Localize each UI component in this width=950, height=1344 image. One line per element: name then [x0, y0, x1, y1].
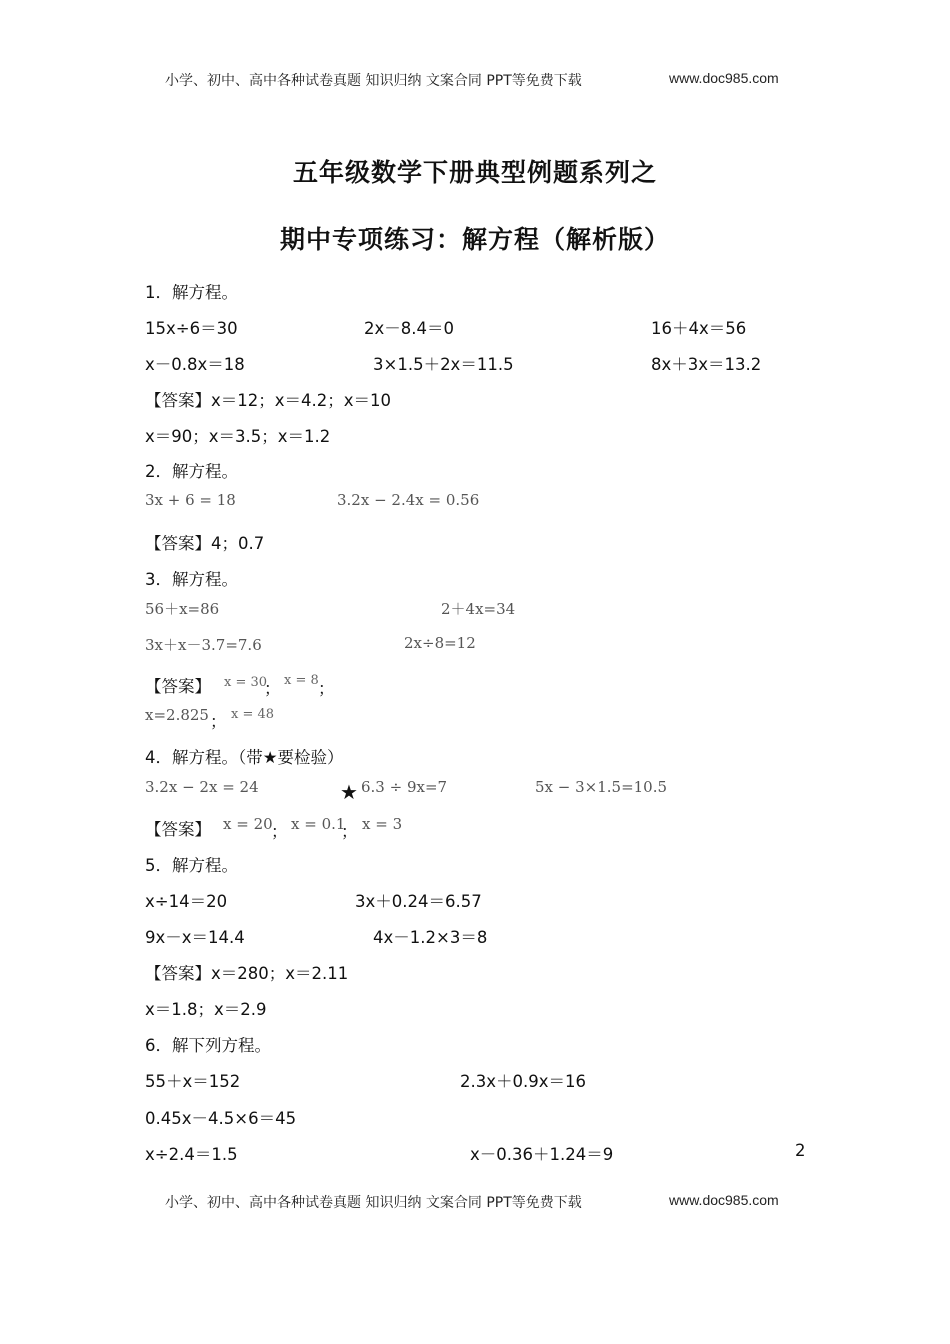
q3-answer-value: x = 30 — [224, 675, 268, 690]
q2-heading: 2．解方程。 — [145, 462, 238, 481]
q4-heading: 4．解方程。（带★要检验） — [145, 748, 344, 767]
q3-answer-value: x = 8 — [284, 673, 319, 688]
page-number: 2 — [795, 1141, 806, 1160]
q5-answer: 【答案】x＝280；x＝2.11 — [145, 964, 349, 983]
q4-answer-value: x = 20 — [223, 815, 273, 833]
q3-answer-separator: ； — [210, 712, 227, 731]
q5-equation: 3x＋0.24＝6.57 — [355, 892, 482, 911]
q4-answer-value: x = 0.1 — [291, 815, 346, 833]
q6-equation: 55＋x＝152 — [145, 1072, 241, 1091]
q6-equation: 2.3x＋0.9x＝16 — [460, 1072, 587, 1091]
q1-equation: 2x－8.4＝0 — [364, 319, 455, 338]
q1-answer: x＝90；x＝3.5；x＝1.2 — [145, 427, 331, 446]
q3-equation: 2x÷8=12 — [404, 634, 476, 652]
q1-equation: 8x＋3x＝13.2 — [651, 355, 762, 374]
q5-equation: 4x－1.2×3＝8 — [373, 928, 488, 947]
q3-equation: 2＋4x=34 — [441, 600, 516, 618]
q6-heading: 6．解下列方程。 — [145, 1036, 271, 1055]
q3-answer-label: 【答案】 — [145, 677, 211, 696]
header-site-link[interactable]: www.doc985.com — [669, 70, 779, 86]
q3-answer-value: x=2.825 — [145, 706, 209, 724]
footer-site-link[interactable]: www.doc985.com — [669, 1192, 779, 1208]
q4-answer-value: x = 3 — [362, 815, 403, 833]
star-icon: ★ — [340, 780, 358, 804]
q5-equation: 9x－x＝14.4 — [145, 928, 245, 947]
q6-equation: x－0.36＋1.24＝9 — [470, 1145, 614, 1164]
q1-answer: 【答案】x＝12；x＝4.2；x＝10 — [145, 391, 392, 410]
q4-answer-separator: ； — [341, 822, 358, 841]
title-line-1: 五年级数学下册典型例题系列之 — [292, 158, 657, 187]
q5-equation: x÷14＝20 — [145, 892, 228, 911]
q4-equation: 5x − 3×1.5=10.5 — [535, 778, 668, 796]
q4-equation: 3.2x − 2x = 24 — [145, 778, 259, 796]
q2-equation: 3x + 6 = 18 — [145, 491, 236, 509]
footer-text: 小学、初中、高中各种试卷真题 知识归纳 文案合同 PPT等免费下载 — [165, 1195, 582, 1211]
q3-equation: 56＋x=86 — [145, 600, 220, 618]
q1-equation: 16＋4x＝56 — [651, 319, 747, 338]
q2-equation: 3.2x − 2.4x = 0.56 — [337, 491, 480, 509]
q4-answer-separator: ； — [271, 822, 288, 841]
q4-answer-label: 【答案】 — [145, 820, 211, 839]
header-text: 小学、初中、高中各种试卷真题 知识归纳 文案合同 PPT等免费下载 — [165, 73, 582, 89]
q1-equation: 15x÷6＝30 — [145, 319, 238, 338]
title-line-2: 期中专项练习：解方程（解析版） — [279, 225, 670, 254]
q1-equation: x－0.8x＝18 — [145, 355, 245, 374]
q3-answer-separator: ； — [264, 679, 281, 698]
q3-answer-separator: ； — [318, 679, 335, 698]
q3-heading: 3．解方程。 — [145, 570, 238, 589]
q5-heading: 5．解方程。 — [145, 856, 238, 875]
q1-equation: 3×1.5＋2x＝11.5 — [373, 355, 514, 374]
q3-equation: 3x＋x－3.7=7.6 — [145, 636, 262, 654]
q5-answer: x＝1.8；x＝2.9 — [145, 1000, 267, 1019]
q6-equation: 0.45x－4.5×6＝45 — [145, 1109, 297, 1128]
q1-heading: 1．解方程。 — [145, 283, 238, 302]
q6-equation: x÷2.4＝1.5 — [145, 1145, 238, 1164]
q4-equation: 6.3 ÷ 9x=7 — [361, 778, 448, 796]
q3-answer-value: x = 48 — [231, 707, 275, 722]
q2-answer: 【答案】4；0.7 — [145, 534, 265, 553]
